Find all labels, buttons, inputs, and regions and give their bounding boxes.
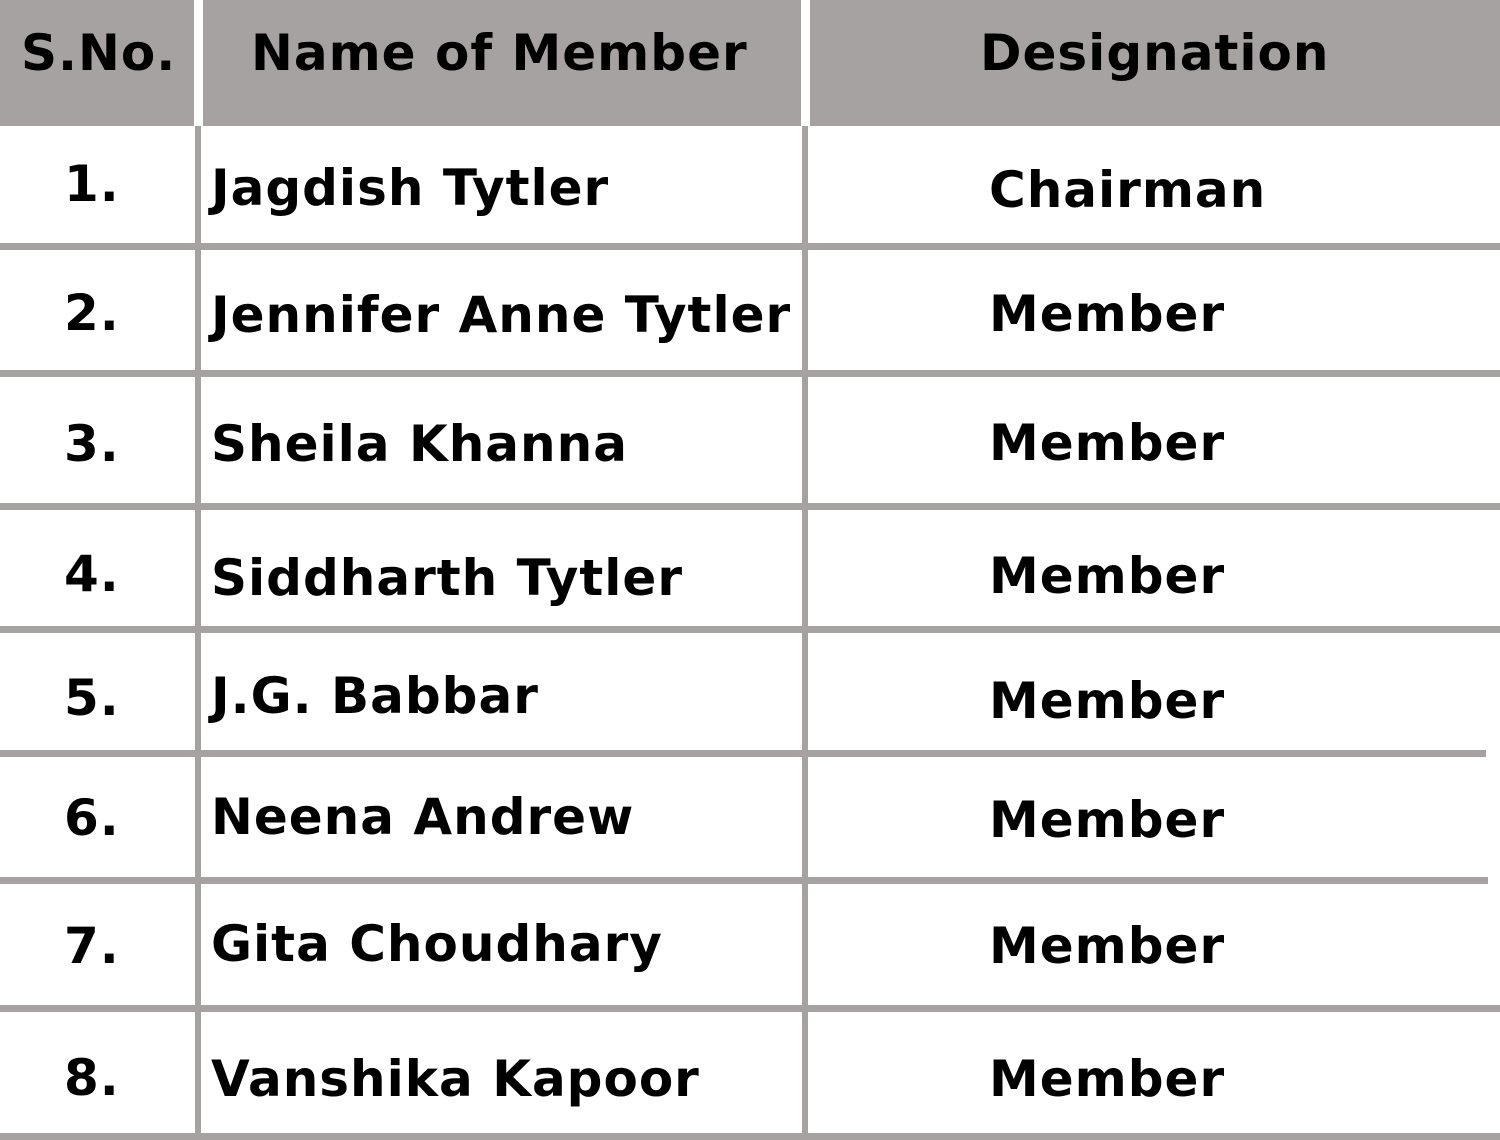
row-4-sno: 4. <box>64 545 120 603</box>
row-divider <box>0 626 1500 633</box>
row-1-sno: 1. <box>64 155 120 213</box>
row-divider <box>0 1133 1500 1140</box>
row-8-designation: Member <box>989 1050 1226 1108</box>
row-5-designation: Member <box>989 672 1226 730</box>
row-6-designation: Member <box>989 791 1226 849</box>
row-1-name: Jagdish Tytler <box>211 159 610 217</box>
header-name-label: Name of Member <box>251 24 748 82</box>
row-4-designation: Member <box>989 547 1226 605</box>
row-8-name: Vanshika Kapoor <box>211 1050 700 1108</box>
row-7-name: Gita Choudhary <box>211 915 663 973</box>
row-divider <box>0 370 1500 377</box>
row-7-designation: Member <box>989 917 1226 975</box>
row-3-designation: Member <box>989 414 1226 472</box>
row-1-designation: Chairman <box>989 161 1267 219</box>
row-divider <box>0 243 1500 250</box>
row-6-name: Neena Andrew <box>211 788 635 846</box>
row-7-sno: 7. <box>64 917 120 975</box>
row-2-name: Jennifer Anne Tytler <box>211 286 792 344</box>
row-3-name: Sheila Khanna <box>211 415 628 473</box>
row-2-sno: 2. <box>64 284 120 342</box>
header-designation-label: Designation <box>980 24 1330 82</box>
header-cell-name <box>203 0 801 126</box>
header-sno-label: S.No. <box>21 24 177 82</box>
header-cell-designation <box>810 0 1500 126</box>
header-cell-sno <box>0 0 194 126</box>
column-divider <box>195 126 201 1140</box>
row-5-sno: 5. <box>64 669 120 727</box>
row-divider <box>0 1005 1500 1012</box>
column-divider <box>802 126 808 1140</box>
row-5-name: J.G. Babbar <box>211 667 539 725</box>
row-6-sno: 6. <box>64 789 120 847</box>
row-3-sno: 3. <box>64 415 120 473</box>
row-divider <box>0 750 1486 757</box>
row-2-designation: Member <box>989 285 1226 343</box>
row-4-name: Siddharth Tytler <box>211 549 684 607</box>
row-8-sno: 8. <box>64 1049 120 1107</box>
row-divider <box>0 503 1500 510</box>
row-divider <box>0 877 1488 884</box>
